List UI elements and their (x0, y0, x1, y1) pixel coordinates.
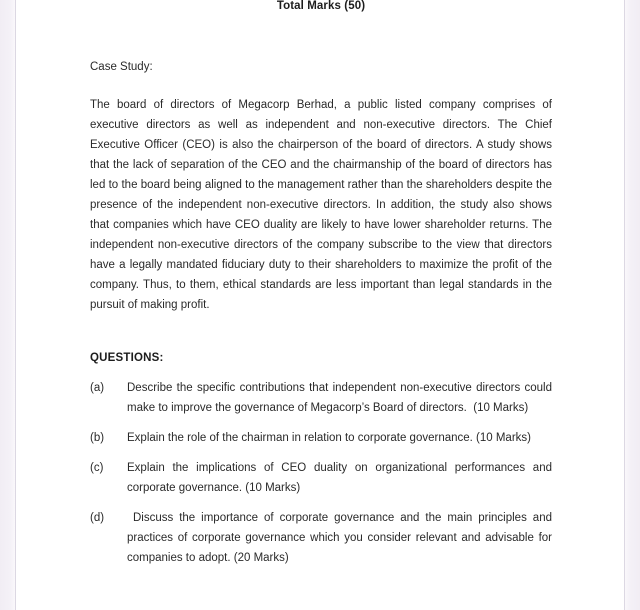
case-study-label: Case Study: (90, 61, 153, 73)
question-item-d (90, 508, 556, 568)
question-text-a: Describe the specific contributions that independent non-executive directors could make to improve the governance of Megacorp’s Board of directors. (10 Marks) (127, 382, 556, 414)
case-study-body: The board of directors of Megacorp Berhad, a public listed company comprises of executive directors as well as independent and non-executive directors. The Chief Executive Officer (CEO) is also the chairperson of the board of directors. A study shows that the lack of separation of the CEO and the chairmanship of the board of directors has led to the board being aligned to the management rather than the shareholders despite the presence of the independent non-executive directors. In addition, the study also shows that companies which have CEO duality are likely to have lower shareholder returns. The independent non-executive directors of the company subscribe to the view that directors have a legally mandated fiduciary duty to their shareholders to maximize the profit of the company. Thus, to them, ethical standards are less important than legal standards in the pursuit of making profit. (90, 99, 552, 311)
question-list (90, 378, 556, 578)
question-item-c (90, 458, 556, 498)
question-label-b: (b) (90, 432, 105, 444)
document-page (16, 0, 624, 610)
question-label-a: (a) (90, 382, 105, 394)
question-text-d: Discuss the importance of corporate governance and the main principles and practices of corporate governance which you consider relevant and advisable for companies to adopt. (20 Marks) (127, 512, 556, 564)
question-label-d: (d) (90, 512, 105, 524)
question-text-c: Explain the implications of CEO duality on organizational performances and corporate governance. (10 Marks) (127, 462, 556, 494)
page-title: Total Marks (50) (276, 0, 366, 12)
question-label-c: (c) (90, 462, 104, 474)
question-text-b: Explain the role of the chairman in relation to corporate governance. (10 Marks) (127, 432, 531, 444)
questions-heading: QUESTIONS: (90, 352, 164, 364)
question-item-a (90, 378, 556, 418)
question-item-b (90, 428, 552, 448)
